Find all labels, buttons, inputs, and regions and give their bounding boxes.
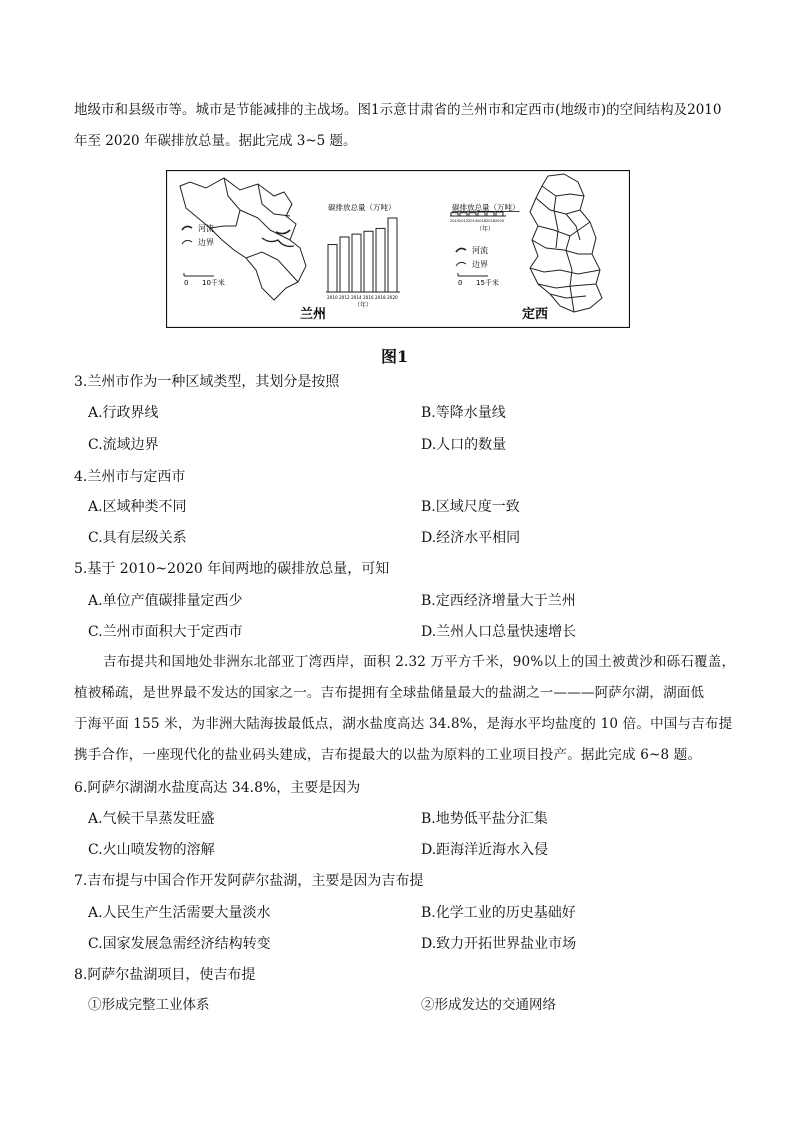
q7-option-a: A.人民生产生活需要大量淡水 (88, 905, 271, 921)
q8-stem: 8.阿萨尔盐湖项目，使吉布提 (74, 967, 256, 983)
tick-label-2014: 2014 (468, 219, 478, 223)
bar-2016 (364, 231, 373, 292)
tick-label-2020: 2020 (387, 295, 398, 300)
intro-line-2: 年至 2020 年碳排放总量。据此完成 3~5 题。 (74, 133, 357, 149)
dingxi-carbon-chart (450, 202, 520, 233)
q5-option-c: C.兰州市面积大于定西市 (88, 624, 243, 640)
q8-option-1: ①形成完整工业体系 (88, 997, 210, 1013)
bar-2018 (487, 212, 494, 216)
bar-2012 (340, 237, 349, 292)
q6-option-b: B.地势低平盐分汇集 (421, 811, 548, 827)
q7-option-c: C.国家发展急需经济结构转变 (88, 936, 271, 952)
q6-stem: 6.阿萨尔湖湖水盐度高达 34.8%，主要是因为 (74, 780, 361, 796)
lanzhou-legend-river: 河流 (198, 224, 214, 233)
q8-option-2: ②形成发达的交通网络 (421, 997, 556, 1013)
q3-option-d: D.人口的数量 (421, 437, 507, 453)
q5-option-d: D.兰州人口总量快速增长 (421, 624, 577, 640)
lanzhou-name: 兰州 (300, 307, 327, 322)
q4-option-a: A.区域种类不同 (88, 499, 187, 515)
passage-line-4: 携手合作，一座现代化的盐业码头建成，吉布提最大的以盐为原料的工业项目投产。据此完成 6~8 题。 (74, 747, 702, 763)
bar-2018 (376, 228, 385, 292)
bar-2020 (496, 212, 503, 216)
dingxi-legend (456, 245, 499, 287)
passage-line-1: 吉布提共和国地处非洲东北部亚丁湾西岸，面积 2.32 万平方千米，90%以上的国土被黄沙和砾石覆盖， (103, 654, 736, 670)
lanzhou-carbon-chart (326, 202, 400, 309)
lanzhou-legend (182, 223, 225, 287)
bar-2014 (352, 234, 361, 292)
dingxi-scale-zero: 0 (458, 279, 463, 287)
q6-option-d: D.距海洋近海水入侵 (421, 842, 549, 858)
q5-option-a: A.单位产值碳排量定西少 (88, 593, 243, 609)
q7-option-b: B.化学工业的历史基础好 (421, 905, 576, 921)
tick-label-2016: 2016 (363, 295, 374, 300)
q7-option-d: D.致力开拓世界盐业市场 (421, 936, 577, 952)
lanzhou-chart-title: 碳排放总量（万吨） (328, 203, 396, 212)
dingxi-legend-border: 边界 (472, 260, 488, 269)
q4-option-b: B.区域尺度一致 (421, 499, 520, 515)
q3-stem: 3.兰州市作为一种区域类型，其划分是按照 (74, 374, 340, 390)
bar-2014 (469, 213, 476, 216)
bar-2020 (388, 218, 397, 292)
q3-option-b: B.等降水量线 (421, 405, 506, 421)
dingxi-chart-xlabel: （年） (476, 226, 495, 233)
dingxi-scale-label: 15千米 (476, 279, 499, 287)
tick-label-2012: 2012 (459, 219, 469, 223)
dingxi-map (530, 174, 602, 312)
lanzhou-scale-zero: 0 (184, 279, 189, 287)
intro-line-1: 地级市和县级市等。城市是节能减排的主战场。图1示意甘肃省的兰州市和定西市(地级市)的空间结构及2010 (74, 102, 722, 118)
passage-line-2: 植被稀疏，是世界最不发达的国家之一。吉布提拥有全球盐储量最大的盐湖之一———阿萨尔湖，湖面低 (74, 685, 705, 701)
lanzhou-chart-xlabel: （年） (354, 302, 373, 309)
figure-caption: 图1 (381, 347, 409, 366)
q3-option-c: C.流域边界 (88, 437, 159, 453)
bar-2010 (451, 213, 458, 216)
lanzhou-scale-label: 10千米 (202, 279, 225, 287)
tick-label-2018: 2018 (375, 295, 386, 300)
dingxi-name: 定西 (522, 307, 549, 322)
tick-label-2018: 2018 (486, 219, 496, 223)
bar-2016 (478, 212, 485, 216)
dingxi-chart-title: 碳排放总量（万吨） (452, 203, 520, 212)
q6-option-c: C.火山喷发物的溶解 (88, 842, 215, 858)
q5-stem: 5.基于 2010~2020 年间两地的碳排放总量，可知 (74, 561, 390, 577)
q5-option-b: B.定西经济增量大于兰州 (421, 593, 576, 609)
q3-option-a: A.行政界线 (88, 405, 159, 421)
passage-line-3: 于海平面 155 米，为非洲大陆海拔最低点，湖水盐度高达 34.8%，是海水平均盐度的 10 倍。中国与吉布提 (74, 716, 733, 732)
tick-label-2016: 2016 (477, 219, 487, 223)
q4-option-d: D.经济水平相同 (421, 530, 521, 546)
tick-label-2012: 2012 (339, 295, 350, 300)
figure-1 (166, 170, 630, 328)
tick-label-2010: 2010 (327, 295, 338, 300)
tick-label-2010: 2010 (450, 219, 460, 223)
lanzhou-legend-border: 边界 (198, 238, 214, 247)
q4-option-c: C.具有层级关系 (88, 530, 187, 546)
q4-stem: 4.兰州市与定西市 (74, 469, 186, 485)
bar-2010 (328, 245, 337, 292)
tick-label-2020: 2020 (495, 219, 505, 223)
dingxi-legend-river: 河流 (472, 246, 488, 255)
q7-stem: 7.吉布提与中国合作开发阿萨尔盐湖，主要是因为吉布提 (74, 873, 424, 889)
tick-label-2014: 2014 (351, 295, 362, 300)
q6-option-a: A.气候干旱蒸发旺盛 (88, 811, 215, 827)
bar-2012 (460, 213, 467, 216)
